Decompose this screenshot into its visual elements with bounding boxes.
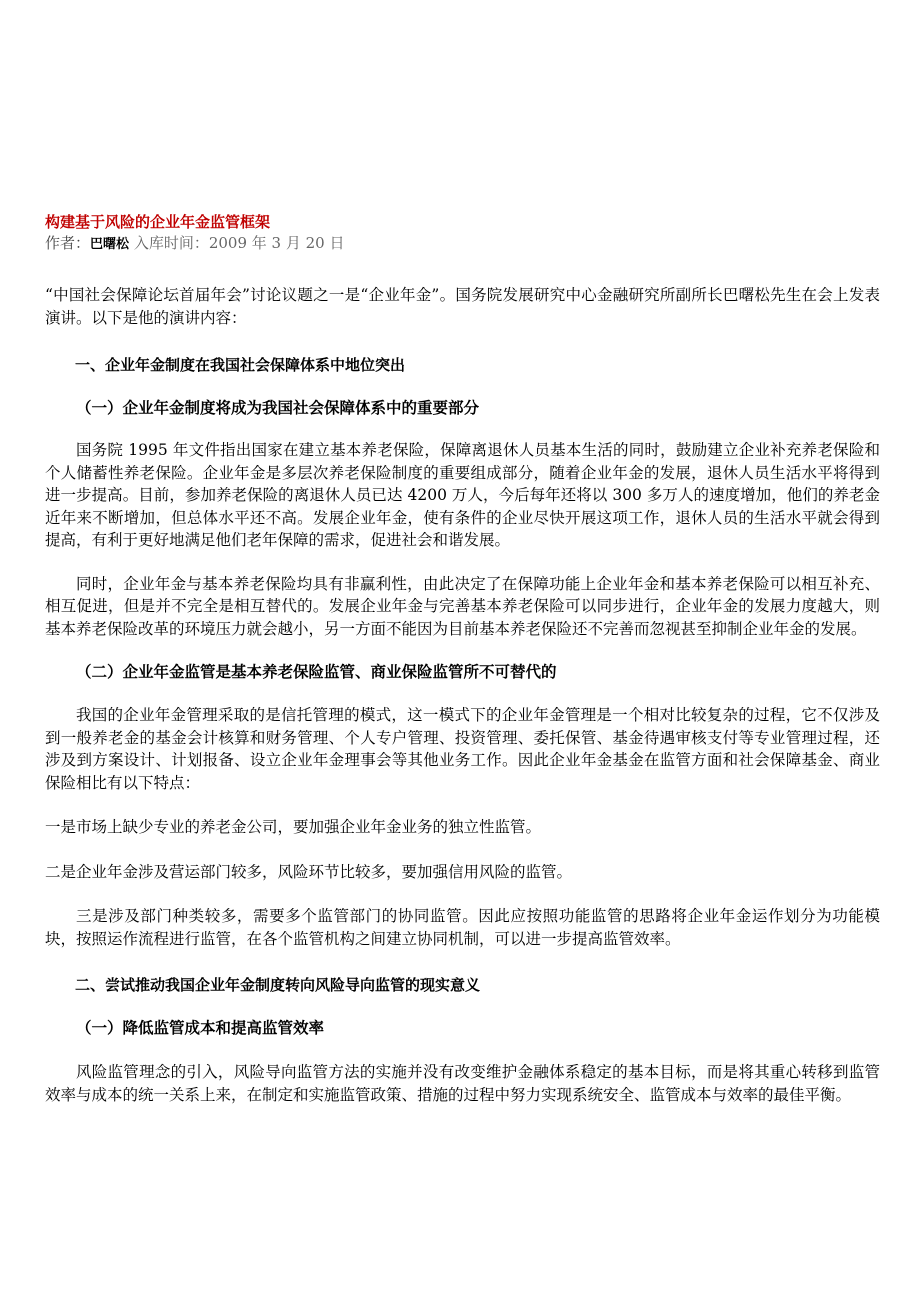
- author-name[interactable]: 巴曙松: [90, 237, 130, 252]
- body-paragraph: 一是市场上缺少专业的养老金公司，要加强企业年金业务的独立性监管。: [45, 818, 542, 836]
- body-paragraph: 二是企业年金涉及营运部门较多，风险环节比较多，要加强信用风险的监管。: [45, 862, 573, 881]
- body-paragraph: 我国的企业年金管理采取的是信托管理的模式，这一模式下的企业年金管理是一个相对比较复杂的过程，它不仅涉及到一般养老金的基金会计核算和财务管理、个人专户管理、投资管理、委托保管、基金待遇审核支付等专业管理过程，还涉及到方案设计、计划报备、设立企业年金理事会等其他业务工作。因此企业年金基金在监管方面和社会保障基金、商业保险相比有以下特点：: [45, 706, 880, 792]
- article: [45, 212, 880, 1106]
- body-paragraph: 同时，企业年金与基本养老保险均具有非赢利性，由此决定了在保障功能上企业年金和基本养老保险可以相互补充、相互促进，但是并不完全是相互替代的。发展企业年金与完善基本养老保险可以同步进行，企业年金的发展力度越大，则基本养老保险改革的环境压力就会越小，另一方面不能因为目前基本养老保险还不完善而忽视甚至抑制企业年金的发展。: [45, 574, 880, 638]
- publish-date: 2009 年 3 月 20 日: [208, 234, 345, 252]
- subsection-heading: （二）企业年金监管是基本养老保险监管、商业保险监管所不可替代的: [76, 662, 557, 681]
- body-paragraph: 三是涉及部门种类较多，需要多个监管部门的协同监管。因此应按照功能监管的思路将企业年金运作划分为功能模块，按照运作流程进行监管，在各个监管机构之间建立协同机制，可以进一步提高监管效率。: [45, 907, 880, 948]
- date-label: 入库时间：: [133, 234, 209, 252]
- author-label: 作者：: [45, 234, 91, 252]
- body-paragraph: 国务院 1995 年文件指出国家在建立基本养老保险，保障离退休人员基本生活的同时，鼓励建立企业补充养老保险和个人储蓄性养老保险。企业年金是多层次养老保险制度的重要组成部分，随着企业年金的发展，退休人员生活水平将得到进一步提高。目前，参加养老保险的离退休人员已达 4200 万人，今后每年还将以 300 多万人的速度增加，他们的养老金近年来不断增加，但总体水平还不高。发展企业年金，使有条件的企业尽快开展这项工作，退休人员的生活水平就会得到提高，有利于更好地满足他们老年保障的需求，促进社会和谐发展。: [45, 441, 880, 549]
- subsection-heading: （一）降低监管成本和提高监管效率: [76, 1018, 325, 1037]
- section-heading: 一、企业年金制度在我国社会保障体系中地位突出: [75, 356, 406, 374]
- intro-paragraph: “中国社会保障论坛首届年会”讨论议题之一是“企业年金”。国务院发展研究中心金融研究所副所长巴曙松先生在会上发表演讲。以下是他的演讲内容：: [45, 286, 880, 327]
- body-paragraph: 风险监管理念的引入，风险导向监管方法的实施并没有改变维护金融体系稳定的基本目标，而是将其重心转移到监管效率与成本的统一关系上来，在制定和实施监管政策、措施的过程中努力实现系统安全、监管成本与效率的最佳平衡。: [45, 1063, 880, 1104]
- subsection-heading: （一）企业年金制度将成为我国社会保障体系中的重要部分: [76, 398, 480, 417]
- article-meta: [45, 232, 880, 256]
- section-heading: 二、尝试推动我国企业年金制度转向风险导向监管的现实意义: [75, 976, 481, 994]
- article-title: 构建基于风险的企业年金监管框架: [45, 213, 271, 231]
